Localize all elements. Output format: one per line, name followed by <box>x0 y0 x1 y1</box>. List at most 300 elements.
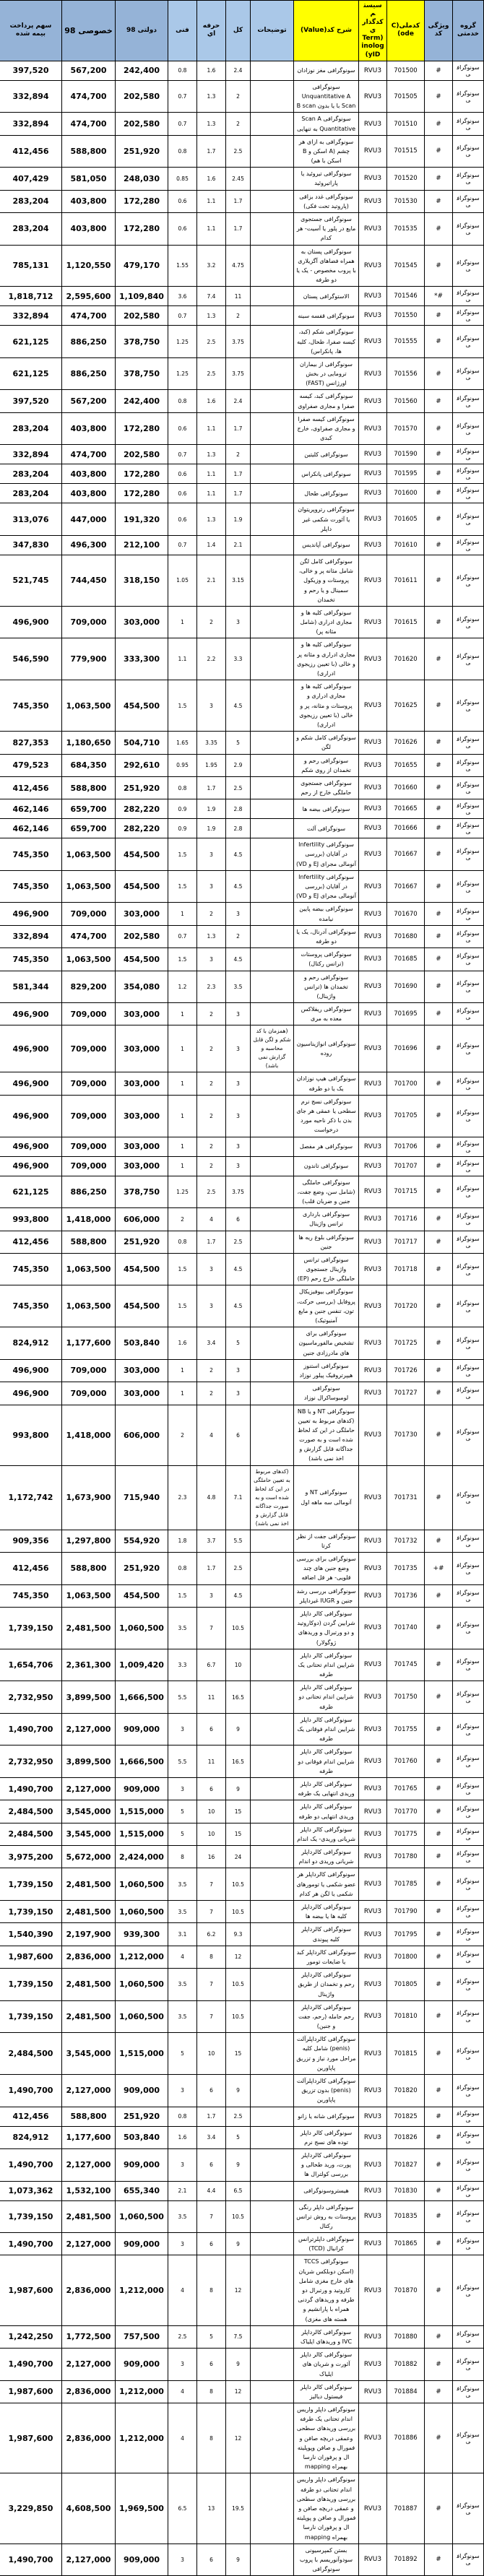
cell-terminology: RVU3 <box>359 1713 387 1745</box>
cell-code-feature: # <box>425 2380 453 2403</box>
cell-professional-rvu: 7.4 <box>197 287 226 306</box>
cell-code-feature: # <box>425 1713 453 1745</box>
cell-insured-share: 496,900 <box>0 606 62 638</box>
cell-national-code: 701750 <box>387 1681 425 1714</box>
cell-private98-tariff: 709,000 <box>62 1025 116 1072</box>
cell-private98-tariff: 2,127,000 <box>62 2233 116 2255</box>
table-row <box>0 1465 484 1530</box>
cell-service-group: سونوگرافی <box>453 971 484 1003</box>
cell-professional-rvu: 6 <box>197 1713 226 1745</box>
cell-service-group: سونوگرافی <box>453 1176 484 1208</box>
cell-notes <box>251 1553 294 1585</box>
cell-private98-tariff: 684,350 <box>62 754 116 776</box>
cell-total-rvu: 4.75 <box>226 245 251 287</box>
cell-professional-rvu: 2.5 <box>197 1176 226 1208</box>
table-row <box>0 80 484 113</box>
table-row <box>0 638 484 680</box>
cell-professional-rvu: 1.1 <box>197 190 226 212</box>
cell-code-feature: # <box>425 555 453 606</box>
cell-professional-rvu: 3 <box>197 680 226 732</box>
table-row <box>0 135 484 168</box>
cell-code-description: سونوگرافی برای بررسی وضع جنین های چند قلویی- هر قل اضافه <box>294 1553 359 1585</box>
cell-insured-share: 479,523 <box>0 754 62 776</box>
cell-private98-tariff: 403,800 <box>62 412 116 445</box>
cell-national-code: 701546 <box>387 287 425 306</box>
cell-notes <box>251 870 294 903</box>
cell-insured-share: 412,456 <box>0 1231 62 1253</box>
cell-gov98-tariff: 1,969,500 <box>116 2473 168 2544</box>
cell-code-description: سونوگرافی پانکراس <box>294 464 359 484</box>
cell-national-code: 701610 <box>387 535 425 555</box>
cell-insured-share: 2,484,500 <box>0 1823 62 1845</box>
cell-code-description: سونوگرافی جستجوی حاملگی خارج از رحم <box>294 776 359 799</box>
cell-technical-rvu: 1.55 <box>168 245 197 287</box>
cell-technical-rvu: 4 <box>168 1946 197 1968</box>
cell-code-feature: # <box>425 606 453 638</box>
cell-terminology: RVU3 <box>359 1868 387 1901</box>
cell-technical-rvu: 0.8 <box>168 1553 197 1585</box>
cell-terminology: RVU3 <box>359 1823 387 1845</box>
cell-terminology: RVU3 <box>359 2473 387 2544</box>
cell-code-description: هیستروسونوگرافی <box>294 2181 359 2200</box>
cell-code-feature: # <box>425 1208 453 1231</box>
cell-private98-tariff: 2,127,000 <box>62 2075 116 2107</box>
cell-private98-tariff: 2,836,000 <box>62 2380 116 2403</box>
cell-technical-rvu: 1.5 <box>168 1285 197 1327</box>
cell-technical-rvu: 1.6 <box>168 2126 197 2148</box>
cell-service-group: سونوگرافی <box>453 1382 484 1405</box>
cell-code-feature: # <box>425 2148 453 2181</box>
cell-total-rvu: 2 <box>226 445 251 464</box>
cell-national-code: 701545 <box>387 245 425 287</box>
cell-private98-tariff: 2,836,000 <box>62 2403 116 2473</box>
cell-terminology: RVU3 <box>359 1800 387 1823</box>
cell-service-group: سونوگرافی <box>453 2181 484 2200</box>
cell-gov98-tariff: 303,000 <box>116 1156 168 1176</box>
cell-code-description: سونوگرافی به ازای هر چشم (A اسکن و B اسکن با هم) <box>294 135 359 168</box>
cell-notes <box>251 2473 294 2544</box>
cell-total-rvu: 2.5 <box>226 776 251 799</box>
cell-technical-rvu: 1.5 <box>168 870 197 903</box>
cell-service-group: سونوگرافی <box>453 2148 484 2181</box>
cell-total-rvu: 7.5 <box>226 2325 251 2348</box>
cell-gov98-tariff: 303,000 <box>116 903 168 925</box>
cell-terminology: RVU3 <box>359 2075 387 2107</box>
cell-insured-share: 496,900 <box>0 1072 62 1095</box>
cell-total-rvu: 2 <box>226 925 251 947</box>
cell-gov98-tariff: 303,000 <box>116 1072 168 1095</box>
cell-national-code: 701670 <box>387 903 425 925</box>
cell-gov98-tariff: 1,060,500 <box>116 1969 168 2001</box>
cell-national-code: 701887 <box>387 2473 425 2544</box>
cell-private98-tariff: 1,063,500 <box>62 1584 116 1607</box>
cell-code-feature: # <box>425 2126 453 2148</box>
cell-national-code: 701865 <box>387 2233 425 2255</box>
cell-national-code: 701500 <box>387 61 425 80</box>
cell-professional-rvu: 1.7 <box>197 135 226 168</box>
cell-code-feature: # <box>425 1285 453 1327</box>
cell-service-group: سونوگرافی <box>453 555 484 606</box>
cell-professional-rvu: 3 <box>197 838 226 871</box>
cell-code-feature: # <box>425 1253 453 1285</box>
cell-technical-rvu: 0.8 <box>168 390 197 412</box>
cell-service-group: سونوگرافی <box>453 870 484 903</box>
cell-insured-share: 397,520 <box>0 390 62 412</box>
cell-notes <box>251 754 294 776</box>
cell-professional-rvu: 1.1 <box>197 484 226 503</box>
cell-service-group: سونوگرافی <box>453 1253 484 1285</box>
cell-professional-rvu: 5 <box>197 2325 226 2348</box>
cell-gov98-tariff: 503,840 <box>116 2126 168 2148</box>
cell-national-code: 701556 <box>387 357 425 390</box>
cell-professional-rvu: 16 <box>197 1846 226 1868</box>
cell-professional-rvu: 10 <box>197 1823 226 1845</box>
cell-private98-tariff: 3,545,000 <box>62 2033 116 2075</box>
cell-total-rvu: 10 <box>226 1649 251 1681</box>
cell-service-group: سونوگرافی <box>453 445 484 464</box>
cell-code-feature: # <box>425 1745 453 1778</box>
cell-code-description: سونوگرافی بلوغ ریه ها جنین <box>294 1231 359 1253</box>
cell-technical-rvu: 1 <box>168 903 197 925</box>
table-row <box>0 1901 484 1923</box>
cell-gov98-tariff: 333,300 <box>116 638 168 680</box>
header-gov98-tariff: دولتی 98 <box>116 1 168 61</box>
cell-private98-tariff: 588,800 <box>62 776 116 799</box>
cell-technical-rvu: 3.5 <box>168 1901 197 1923</box>
cell-code-feature: # <box>425 870 453 903</box>
cell-technical-rvu: 3.5 <box>168 1969 197 2001</box>
cell-notes <box>251 357 294 390</box>
cell-code-description: سونوگرافی ترانس واژینال جستجوی حاملگی خارج رحم (EP) <box>294 1253 359 1285</box>
table-row <box>0 1823 484 1845</box>
cell-private98-tariff: 779,900 <box>62 638 116 680</box>
cell-total-rvu: 1.7 <box>226 412 251 445</box>
cell-code-feature: # <box>425 971 453 1003</box>
cell-terminology: RVU3 <box>359 1846 387 1868</box>
cell-private98-tariff: 1,063,500 <box>62 1253 116 1285</box>
cell-code-feature: # <box>425 1382 453 1405</box>
cell-code-description: سونوگرافی کالرداپلر کلیه پیوندی <box>294 1923 359 1946</box>
cell-professional-rvu: 2 <box>197 1359 226 1382</box>
cell-service-group: سونوگرافی <box>453 168 484 190</box>
table-row <box>0 484 484 503</box>
cell-national-code: 701810 <box>387 2000 425 2033</box>
cell-service-group: سونوگرافی <box>453 535 484 555</box>
table-row <box>0 1359 484 1382</box>
cell-technical-rvu: 1.5 <box>168 948 197 971</box>
cell-technical-rvu: 1 <box>168 1025 197 1072</box>
table-row <box>0 555 484 606</box>
cell-notes <box>251 838 294 871</box>
cell-service-group: سونوگرافی <box>453 2380 484 2403</box>
cell-notes <box>251 412 294 445</box>
table-row <box>0 287 484 306</box>
cell-notes <box>251 2148 294 2181</box>
cell-professional-rvu: 1.95 <box>197 754 226 776</box>
cell-code-description: سونوگرافی جفت از نظر کرتا <box>294 1530 359 1552</box>
cell-insured-share: 1,987,600 <box>0 1946 62 1968</box>
cell-insured-share: 462,146 <box>0 799 62 819</box>
cell-gov98-tariff: 378,750 <box>116 357 168 390</box>
cell-terminology: RVU3 <box>359 680 387 732</box>
cell-total-rvu: 6 <box>226 1208 251 1231</box>
cell-total-rvu: 9 <box>226 2349 251 2381</box>
cell-insured-share: 1,987,600 <box>0 2403 62 2473</box>
cell-service-group: سونوگرافی <box>453 1285 484 1327</box>
cell-gov98-tariff: 1,060,500 <box>116 2000 168 2033</box>
cell-gov98-tariff: 202,580 <box>116 113 168 135</box>
cell-gov98-tariff: 939,300 <box>116 1923 168 1946</box>
cell-code-description: سونوگرافی برای تشخیص مالفورماسیون های مادرزادی جنین <box>294 1327 359 1360</box>
cell-notes <box>251 732 294 754</box>
cell-professional-rvu: 2.5 <box>197 326 226 358</box>
cell-gov98-tariff: 251,920 <box>116 1231 168 1253</box>
cell-code-description: سونوگرافی کالر داپلر شریانی وریدی- یک اندام <box>294 1823 359 1845</box>
cell-gov98-tariff: 504,710 <box>116 732 168 754</box>
cell-code-feature: # <box>425 2200 453 2233</box>
cell-national-code: 701830 <box>387 2181 425 2200</box>
cell-technical-rvu: 1 <box>168 1382 197 1405</box>
cell-notes <box>251 1072 294 1095</box>
cell-technical-rvu: 1 <box>168 1072 197 1095</box>
cell-professional-rvu: 7 <box>197 2200 226 2233</box>
cell-professional-rvu: 1.3 <box>197 503 226 536</box>
cell-notes <box>251 213 294 246</box>
cell-technical-rvu: 3 <box>168 1713 197 1745</box>
cell-total-rvu: 16.5 <box>226 1745 251 1778</box>
cell-notes <box>251 1901 294 1923</box>
cell-code-feature: # <box>425 2181 453 2200</box>
cell-service-group: سونوگرافی <box>453 1745 484 1778</box>
cell-terminology: RVU3 <box>359 464 387 484</box>
table-row <box>0 2126 484 2148</box>
cell-insured-share: 283,204 <box>0 190 62 212</box>
cell-private98-tariff: 886,250 <box>62 357 116 390</box>
cell-technical-rvu: 1 <box>168 1003 197 1025</box>
cell-national-code: 701884 <box>387 2380 425 2403</box>
cell-technical-rvu: 3.6 <box>168 287 197 306</box>
cell-code-description: سونوگرافی کلیه ها و مجاری ادراری (شامل مثانه پر) <box>294 606 359 638</box>
cell-code-feature: # <box>425 1025 453 1072</box>
cell-private98-tariff: 1,063,500 <box>62 870 116 903</box>
cell-code-feature: # <box>425 1649 453 1681</box>
cell-notes <box>251 971 294 1003</box>
cell-service-group: سونوگرافی <box>453 2233 484 2255</box>
cell-service-group: سونوگرافی <box>453 903 484 925</box>
cell-insured-share: 1,490,700 <box>0 1777 62 1800</box>
cell-technical-rvu: 5 <box>168 1800 197 1823</box>
cell-terminology: RVU3 <box>359 638 387 680</box>
cell-professional-rvu: 11 <box>197 1745 226 1778</box>
cell-total-rvu: 11 <box>226 287 251 306</box>
cell-code-feature: # <box>425 357 453 390</box>
cell-service-group: سونوگرافی <box>453 2126 484 2148</box>
cell-terminology: RVU3 <box>359 2033 387 2075</box>
cell-insured-share: 1,987,600 <box>0 2255 62 2325</box>
cell-terminology: RVU3 <box>359 213 387 246</box>
cell-code-description: الاستوگرافی پستان <box>294 287 359 306</box>
cell-insured-share: 1,739,150 <box>0 2000 62 2033</box>
cell-code-feature: # <box>425 2000 453 2033</box>
cell-professional-rvu: 6 <box>197 2349 226 2381</box>
cell-terminology: RVU3 <box>359 776 387 799</box>
cell-gov98-tariff: 378,750 <box>116 326 168 358</box>
cell-code-description: سونوگرافی کالرداپلر رحم و تخمدان از طریق واژینال <box>294 1969 359 2001</box>
cell-private98-tariff: 1,532,100 <box>62 2181 116 2200</box>
cell-gov98-tariff: 454,500 <box>116 948 168 971</box>
cell-terminology: RVU3 <box>359 1584 387 1607</box>
cell-technical-rvu: 3 <box>168 2233 197 2255</box>
cell-terminology: RVU3 <box>359 2181 387 2200</box>
cell-gov98-tariff: 909,000 <box>116 1713 168 1745</box>
cell-code-feature: # <box>425 1137 453 1156</box>
cell-code-description: سونوگرافی انواژیناسیون روده <box>294 1025 359 1072</box>
cell-professional-rvu: 2 <box>197 1095 226 1137</box>
cell-notes <box>251 503 294 536</box>
cell-national-code: 701695 <box>387 1003 425 1025</box>
cell-gov98-tariff: 354,080 <box>116 971 168 1003</box>
cell-total-rvu: 2.5 <box>226 135 251 168</box>
cell-total-rvu: 5 <box>226 732 251 754</box>
cell-insured-share: 407,429 <box>0 168 62 190</box>
cell-total-rvu: 12 <box>226 2255 251 2325</box>
cell-technical-rvu: 1.5 <box>168 680 197 732</box>
table-row <box>0 503 484 536</box>
cell-total-rvu: 2.5 <box>226 2107 251 2126</box>
table-row <box>0 2544 484 2576</box>
cell-notes <box>251 1382 294 1405</box>
cell-insured-share: 3,229,850 <box>0 2473 62 2544</box>
cell-notes <box>251 287 294 306</box>
cell-gov98-tariff: 1,515,000 <box>116 1823 168 1845</box>
cell-gov98-tariff: 172,280 <box>116 213 168 246</box>
cell-code-feature: # <box>425 1095 453 1137</box>
cell-code-description: سونوگرافی کالرداپلر هر عضو شکمی یا تومورهای شکمی یا لگن هر کدام <box>294 1868 359 1901</box>
cell-technical-rvu: 1.05 <box>168 555 197 606</box>
cell-service-group: سونوگرافی <box>453 1208 484 1231</box>
cell-private98-tariff: 403,800 <box>62 464 116 484</box>
cell-notes <box>251 2126 294 2148</box>
cell-code-description: سونوگرافی تیروئید یا پاراتیروئید <box>294 168 359 190</box>
cell-service-group: سونوگرافی <box>453 1713 484 1745</box>
cell-professional-rvu: 8 <box>197 2380 226 2403</box>
cell-private98-tariff: 2,836,000 <box>62 1946 116 1968</box>
cell-gov98-tariff: 454,500 <box>116 1253 168 1285</box>
cell-technical-rvu: 0.8 <box>168 135 197 168</box>
cell-total-rvu: 9 <box>226 1713 251 1745</box>
cell-private98-tariff: 1,673,900 <box>62 1465 116 1530</box>
cell-national-code: 701785 <box>387 1868 425 1901</box>
cell-service-group: سونوگرافی <box>453 2255 484 2325</box>
cell-code-feature: # <box>425 1681 453 1714</box>
cell-technical-rvu: 0.9 <box>168 799 197 819</box>
cell-terminology: RVU3 <box>359 1382 387 1405</box>
cell-service-group: سونوگرافی <box>453 2200 484 2233</box>
cell-national-code: 701780 <box>387 1846 425 1868</box>
cell-total-rvu: 2.5 <box>226 1553 251 1585</box>
cell-service-group: سونوگرافی <box>453 1025 484 1072</box>
cell-code-feature: # <box>425 535 453 555</box>
cell-national-code: 701611 <box>387 555 425 606</box>
cell-total-rvu: 3 <box>226 1382 251 1405</box>
cell-professional-rvu: 2 <box>197 903 226 925</box>
cell-professional-rvu: 11 <box>197 1681 226 1714</box>
cell-insured-share: 496,900 <box>0 903 62 925</box>
cell-insured-share: 412,456 <box>0 776 62 799</box>
cell-terminology: RVU3 <box>359 2255 387 2325</box>
cell-private98-tariff: 2,127,000 <box>62 2148 116 2181</box>
cell-national-code: 701595 <box>387 464 425 484</box>
cell-service-group: سونوگرافی <box>453 2544 484 2576</box>
cell-service-group: سونوگرافی <box>453 503 484 536</box>
cell-technical-rvu: 2.3 <box>168 1465 197 1530</box>
cell-technical-rvu: 0.8 <box>168 2107 197 2126</box>
cell-terminology: RVU3 <box>359 2000 387 2033</box>
table-row <box>0 1530 484 1552</box>
cell-total-rvu: 1.7 <box>226 464 251 484</box>
cell-gov98-tariff: 909,000 <box>116 2148 168 2181</box>
cell-code-description: سونوگرافی کبد، کیسه صفرا و مجاری صفراوی <box>294 390 359 412</box>
cell-service-group: سونوگرافی <box>453 2033 484 2075</box>
cell-private98-tariff: 1,063,500 <box>62 948 116 971</box>
cell-gov98-tariff: 909,000 <box>116 2233 168 2255</box>
cell-service-group: سونوگرافی <box>453 135 484 168</box>
table-row <box>0 1800 484 1823</box>
cell-private98-tariff: 2,127,000 <box>62 1713 116 1745</box>
cell-national-code: 701795 <box>387 1923 425 1946</box>
cell-professional-rvu: 7 <box>197 1901 226 1923</box>
cell-gov98-tariff: 1,515,000 <box>116 1800 168 1823</box>
cell-technical-rvu: 0.6 <box>168 412 197 445</box>
table-row <box>0 2325 484 2348</box>
table-row <box>0 2403 484 2473</box>
cell-notes <box>251 1208 294 1231</box>
cell-national-code: 701735 <box>387 1553 425 1585</box>
cell-total-rvu: 9 <box>226 2233 251 2255</box>
cell-professional-rvu: 1.7 <box>197 1231 226 1253</box>
cell-terminology: RVU3 <box>359 948 387 971</box>
cell-terminology: RVU3 <box>359 1901 387 1923</box>
cell-technical-rvu: 6.5 <box>168 2473 197 2544</box>
cell-code-description: سونوگرافی هیپ نوزادان یک یا دو طرفه <box>294 1072 359 1095</box>
cell-code-feature: # <box>425 80 453 113</box>
cell-gov98-tariff: 454,500 <box>116 680 168 732</box>
cell-private98-tariff: 709,000 <box>62 1003 116 1025</box>
cell-terminology: RVU3 <box>359 1025 387 1072</box>
cell-national-code: 701665 <box>387 799 425 819</box>
cell-technical-rvu: 3.1 <box>168 1923 197 1946</box>
cell-insured-share: 496,900 <box>0 1095 62 1137</box>
cell-gov98-tariff: 1,109,840 <box>116 287 168 306</box>
cell-code-description: سونوگرافی شانه یا زانو <box>294 2107 359 2126</box>
cell-terminology: RVU3 <box>359 445 387 464</box>
cell-total-rvu: 10.5 <box>226 2200 251 2233</box>
cell-total-rvu: 3 <box>226 1072 251 1095</box>
cell-insured-share: 1,739,150 <box>0 2200 62 2233</box>
table-row <box>0 2107 484 2126</box>
cell-total-rvu: 3.5 <box>226 971 251 1003</box>
cell-notes <box>251 484 294 503</box>
cell-private98-tariff: 2,197,900 <box>62 1923 116 1946</box>
cell-private98-tariff: 886,250 <box>62 1176 116 1208</box>
cell-service-group: سونوگرافی <box>453 1823 484 1845</box>
cell-professional-rvu: 3 <box>197 948 226 971</box>
cell-private98-tariff: 2,481,500 <box>62 2000 116 2033</box>
cell-national-code: 701827 <box>387 2148 425 2181</box>
cell-service-group: سونوگرافی <box>453 2107 484 2126</box>
cell-code-description: سونوگرافی کالرداپلر کبد یا ضایعات تومور <box>294 1946 359 1968</box>
cell-code-description: سونوگرافی آپاندیس <box>294 535 359 555</box>
